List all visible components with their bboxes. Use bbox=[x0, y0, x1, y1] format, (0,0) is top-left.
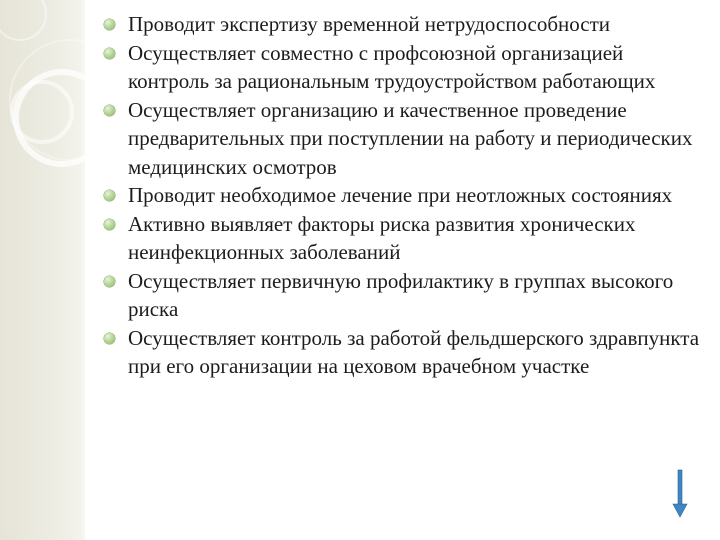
arrow-down-icon[interactable] bbox=[672, 468, 688, 518]
decorative-sidebar bbox=[0, 0, 82, 540]
list-item bbox=[104, 324, 704, 381]
list-item bbox=[104, 96, 704, 182]
list-item-text: Осуществляет контроль за работой фельдшерского здравпункта при его организации на цеховом врачебном участке bbox=[128, 325, 700, 378]
duties-bullet-list bbox=[104, 10, 704, 381]
bullet-icon bbox=[104, 276, 115, 287]
bullet-icon bbox=[104, 48, 115, 59]
bullet-icon bbox=[104, 219, 115, 230]
list-item bbox=[104, 10, 704, 39]
list-item-text: Активно выявляет факторы риска развития хронических неинфекционных заболеваний bbox=[128, 211, 636, 264]
list-item bbox=[104, 39, 704, 96]
list-item bbox=[104, 210, 704, 267]
bullet-icon bbox=[104, 105, 115, 116]
list-item bbox=[104, 181, 704, 210]
list-item-text: Осуществляет совместно с профсоюзной организацией контроль за рациональным трудоустройством работающих bbox=[128, 40, 656, 93]
list-item-text: Осуществляет организацию и качественное проведение предварительных при поступлении на работу и периодических медицинских осмотров bbox=[128, 97, 693, 179]
list-item-text: Осуществляет первичную профилактику в группах высокого риска bbox=[128, 268, 674, 321]
bullet-icon bbox=[104, 333, 115, 344]
list-item-text: Проводит экспертизу временной нетрудоспособности bbox=[128, 12, 610, 36]
list-item bbox=[104, 267, 704, 324]
list-item-text: Проводит необходимое лечение при неотложных состояниях bbox=[128, 183, 673, 207]
bullet-icon bbox=[104, 19, 115, 30]
bullet-icon bbox=[104, 190, 115, 201]
sidebar-divider bbox=[82, 0, 85, 540]
